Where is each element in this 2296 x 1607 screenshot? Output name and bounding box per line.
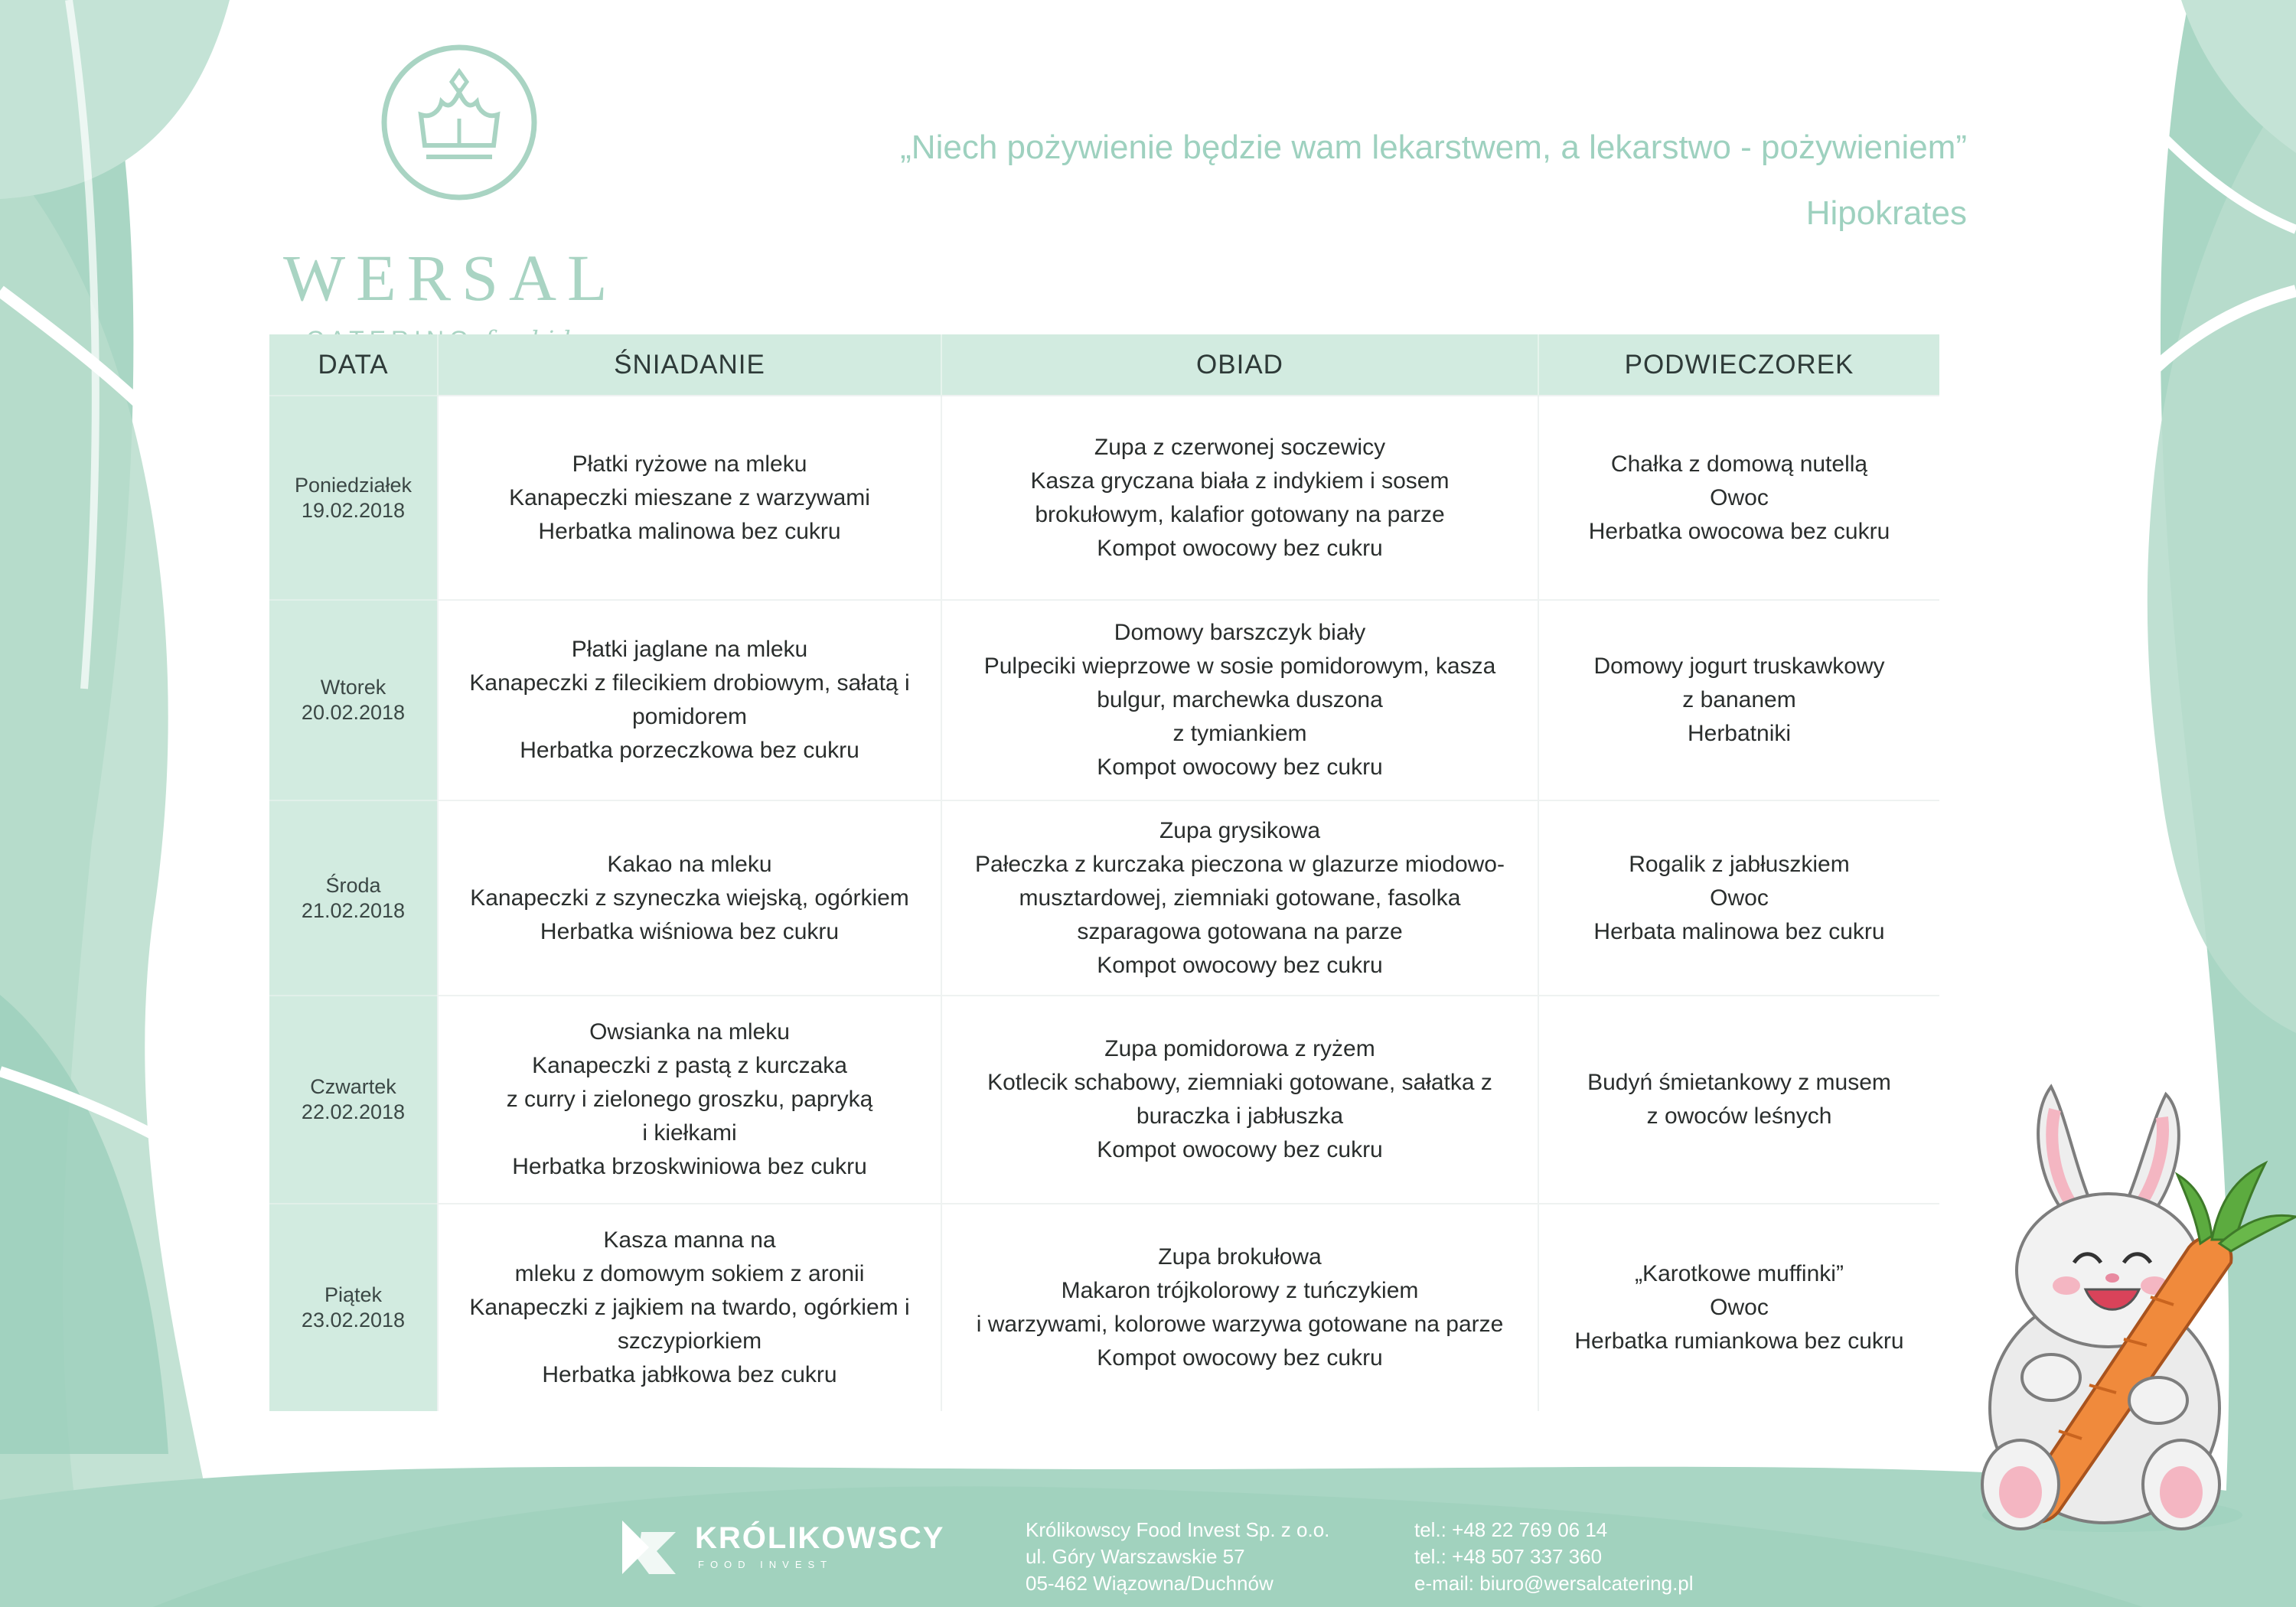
meal-line: Herbatka malinowa bez cukru (538, 518, 841, 544)
meal-line: Kanapeczki mieszane z warzywami (509, 484, 870, 510)
meal-line: i warzywami, kolorowe warzywa gotowane na parze (976, 1312, 1504, 1337)
snack-cell (1538, 396, 1939, 600)
snack-cell (1538, 996, 1939, 1204)
meal-line: Herbatka wiśniowa bez cukru (540, 918, 840, 944)
snack-cell (1538, 600, 1939, 800)
meal-line: Herbatka porzeczkowa bez cukru (520, 738, 859, 763)
meal-line: szparagowa gotowana na parze (1077, 918, 1403, 944)
meal-line: bulgur, marchewka duszona (1097, 687, 1383, 712)
address-line: 05-462 Wiązowna/Duchnów (1026, 1572, 1274, 1595)
meal-line: Owoc (1710, 1295, 1769, 1320)
meal-line: Kanapeczki z filecikiem drobiowym, sałatą i (469, 670, 910, 696)
meal-line: Zupa pomidorowa z ryżem (1104, 1036, 1375, 1061)
meal-line: z bananem (1682, 687, 1796, 712)
address-line: ul. Góry Warszawskie 57 (1026, 1545, 1245, 1568)
meal-line: musztardowej, ziemniaki gotowane, fasolka (1019, 885, 1461, 911)
lunch-cell (941, 996, 1538, 1204)
header-snack: PODWIECZOREK (1538, 334, 1939, 396)
meal-line: Kanapeczki z pastą z kurczaka (532, 1053, 847, 1078)
meal-line: Owoc (1710, 885, 1769, 911)
meal-line: brokułowym, kalafior gotowany na parze (1035, 501, 1445, 527)
breakfast-cell (438, 1204, 941, 1411)
date-cell (269, 1204, 438, 1411)
date-cell (269, 600, 438, 800)
meal-line: z owoców leśnych (1646, 1103, 1832, 1129)
table-row (269, 996, 1939, 1204)
meal-line: Kompot owocowy bez cukru (1097, 1345, 1383, 1371)
weekday-label: Środa (325, 873, 381, 897)
date-cell (269, 800, 438, 996)
date-cell (269, 996, 438, 1204)
meal-line: Chałka z domową nutellą (1610, 451, 1868, 477)
snack-cell (1538, 1204, 1939, 1411)
meal-line: Makaron trójkolorowy z tuńczykiem (1061, 1278, 1419, 1303)
lunch-cell (941, 396, 1538, 600)
table-row (269, 800, 1939, 996)
table-row (269, 396, 1939, 600)
meal-line: i kiełkami (642, 1120, 737, 1146)
lunch-cell (941, 1204, 1538, 1411)
meal-line: Pałeczka z kurczaka pieczona w glazurze miodowo- (975, 851, 1505, 877)
brand-name: KRÓLIKOWSCY (695, 1521, 945, 1555)
date-label: 23.02.2018 (301, 1309, 406, 1332)
meal-line: Herbatka jabłkowa bez cukru (542, 1362, 837, 1387)
date-label: 22.02.2018 (301, 1100, 406, 1123)
breakfast-cell (438, 800, 941, 996)
header-breakfast: ŚNIADANIE (438, 334, 941, 396)
meal-line: Kakao na mleku (607, 851, 772, 877)
meal-line: Kanapeczki z szyneczka wiejską, ogórkiem (470, 885, 909, 911)
menu-table (269, 334, 1939, 1411)
contact-email[interactable]: e-mail: biuro@wersalcatering.pl (1414, 1572, 1694, 1595)
meal-line: „Karotkowe muffinki” (1635, 1261, 1844, 1286)
krolikowscy-logo (618, 1517, 947, 1578)
meal-line: Kompot owocowy bez cukru (1097, 1137, 1383, 1162)
meal-line: Herbatka brzoskwiniowa bez cukru (512, 1154, 867, 1179)
meal-line: Płatki ryżowe na mleku (572, 451, 807, 477)
date-label: 21.02.2018 (301, 898, 406, 922)
meal-line: Kasza gryczana biała z indykiem i sosem (1030, 468, 1450, 494)
contact-phone: tel.: +48 507 337 360 (1414, 1545, 1603, 1568)
snack-cell (1538, 800, 1939, 996)
date-label: 19.02.2018 (301, 498, 406, 522)
table-header-row (269, 334, 1939, 396)
weekday-label: Piątek (324, 1283, 383, 1306)
meal-line: Domowy jogurt truskawkowy (1593, 654, 1885, 679)
logo-wordmark: WERSAL (283, 241, 618, 315)
meal-line: Budyń śmietankowy z musem (1587, 1070, 1891, 1095)
lunch-cell (941, 800, 1538, 996)
header-lunch: OBIAD (941, 334, 1538, 396)
meal-line: Herbatka rumiankowa bez cukru (1574, 1328, 1904, 1354)
breakfast-cell (438, 396, 941, 600)
contact-phone: tel.: +48 22 769 06 14 (1414, 1518, 1608, 1541)
breakfast-cell (438, 996, 941, 1204)
meal-line: Kasza manna na (603, 1227, 776, 1253)
meal-line: Płatki jaglane na mleku (571, 637, 808, 662)
meal-line: Kompot owocowy bez cukru (1097, 755, 1383, 780)
meal-line: Herbatniki (1687, 721, 1792, 746)
weekday-label: Czwartek (310, 1075, 396, 1098)
meal-line: mleku z domowym sokiem z aronii (514, 1261, 865, 1286)
quote-text: „Niech pożywienie będzie wam lekarstwem, a lekarstwo - pożywieniem” (900, 129, 1967, 166)
wersal-logo (283, 42, 651, 325)
meal-line: Kotlecik schabowy, ziemniaki gotowane, sałatka z (987, 1070, 1492, 1095)
meal-line: Pulpeciki wieprzowe w sosie pomidorowym, kasza (983, 654, 1496, 679)
meal-line: Kompot owocowy bez cukru (1097, 952, 1383, 978)
meal-line: z tymiankiem (1172, 721, 1307, 746)
lunch-cell (941, 600, 1538, 800)
meal-line: Zupa z czerwonej soczewicy (1094, 434, 1386, 460)
meal-line: Owsianka na mleku (589, 1019, 790, 1045)
weekday-label: Poniedziałek (294, 473, 413, 497)
meal-line: Rogalik z jabłuszkiem (1629, 851, 1850, 877)
meal-line: Domowy barszczyk biały (1114, 620, 1366, 645)
footer-address (1026, 1517, 1329, 1597)
meal-line: pomidorem (631, 704, 748, 729)
meal-line: szczypiorkiem (617, 1328, 762, 1354)
meal-line: Owoc (1710, 484, 1769, 510)
date-label: 20.02.2018 (301, 701, 406, 724)
bunny-with-carrot-illustration (1959, 1071, 2296, 1546)
footer-contact (1414, 1517, 1694, 1597)
crown-icon (379, 42, 540, 203)
date-cell (269, 396, 438, 600)
meal-line: Zupa brokułowa (1158, 1244, 1322, 1270)
meal-line: Herbatka owocowa bez cukru (1588, 518, 1890, 544)
quote-author: Hipokrates (1805, 194, 1967, 232)
footer (0, 1500, 2296, 1607)
brand-sub: FOOD INVEST (698, 1559, 833, 1570)
table-row (269, 1204, 1939, 1411)
meal-line: buraczka i jabłuszka (1136, 1103, 1344, 1129)
meal-line: Kanapeczki z jajkiem na twardo, ogórkiem i (469, 1295, 910, 1320)
weekday-label: Wtorek (320, 676, 386, 699)
header-date: DATA (269, 334, 438, 396)
brand-mark-icon (618, 1517, 680, 1578)
meal-line: Kompot owocowy bez cukru (1097, 535, 1383, 561)
address-line: Królikowscy Food Invest Sp. z o.o. (1026, 1518, 1330, 1541)
meal-line: z curry i zielonego groszku, papryką (506, 1087, 873, 1112)
table-row (269, 600, 1939, 800)
meal-line: Zupa grysikowa (1159, 817, 1321, 843)
breakfast-cell (438, 600, 941, 800)
meal-line: Herbata malinowa bez cukru (1593, 918, 1885, 944)
